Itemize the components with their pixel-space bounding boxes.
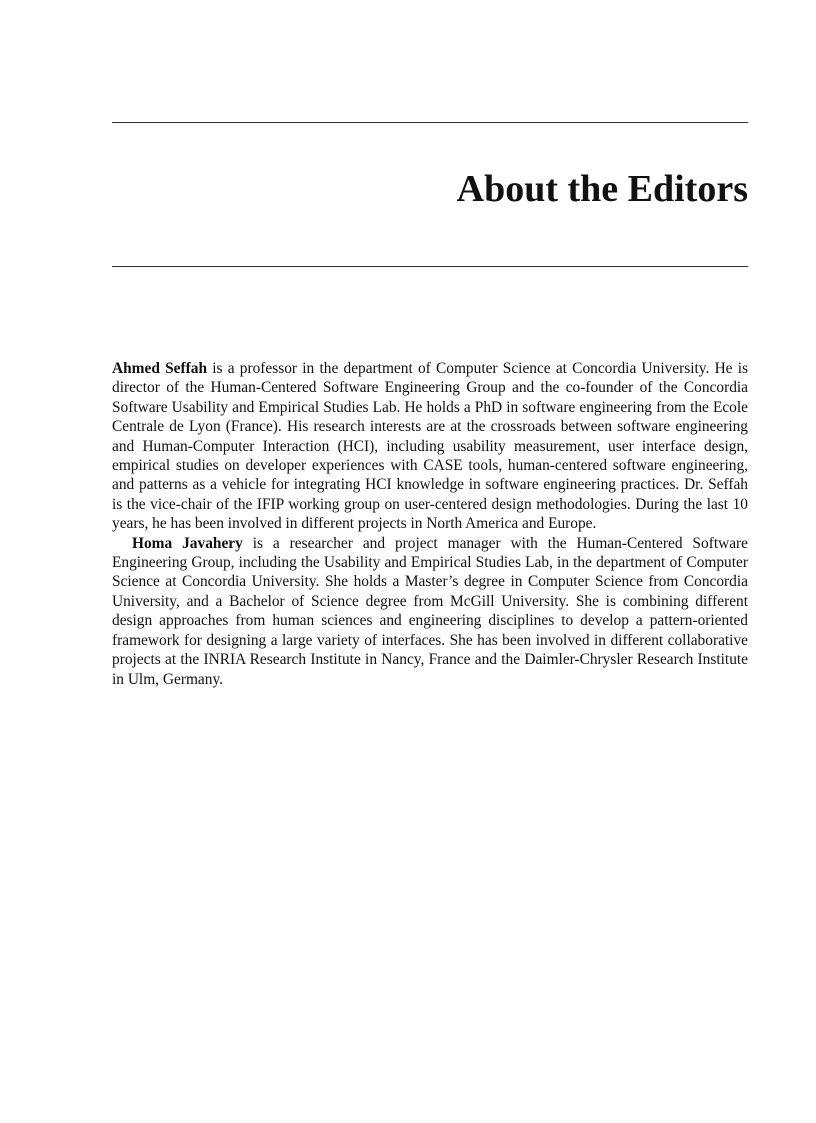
editor-name: Ahmed Seffah: [112, 360, 208, 377]
bio-text: is a researcher and project manager with the Human-Centered Software Engineering Group, including the Usability and Empirical Studies Lab, in the department of Computer Science at Concordia University. She holds a Master’s degree in Computer Science from Concordia University, and a Bachelor of Science degree from McGill University. She is combining different design approaches from human sciences and engineering disciplines to develop a pattern-oriented framework for designing a large variety of interfaces. She has been involved in different collaborative projects at the INRIA Research Institute in Nancy, France and the Daimler-Chrysler Research Institute in Ulm, Germany.: [112, 534, 748, 688]
bio-paragraph-homa-javahery: [112, 534, 748, 689]
editor-name: Homa Javahery: [132, 534, 243, 552]
top-rule: [112, 122, 748, 123]
editor-bios: [112, 359, 748, 689]
bio-paragraph-ahmed-seffah: [112, 359, 748, 534]
bio-text: is a professor in the department of Computer Science at Concordia University. He is director of the Human-Centered Software Engineering Group and the co-founder of the Concordia Software Usability and Empirical Studies Lab. He holds a PhD in software engineering from the Ecole Centrale de Lyon (France). His research interests are at the crossroads between software engineering and Human-Computer Interaction (HCI), including usability measurement, user interface design, empirical studies on developer experiences with CASE tools, human-centered software engineering, and patterns as a vehicle for integrating HCI knowledge in software engineering practices. Dr. Seffah is the vice-chair of the IFIP working group on user-centered design methodologies. During the last 10 years, he has been involved in different projects in North America and Europe.: [112, 360, 748, 533]
page-title: About the Editors: [456, 168, 748, 210]
bottom-rule: [112, 266, 748, 267]
